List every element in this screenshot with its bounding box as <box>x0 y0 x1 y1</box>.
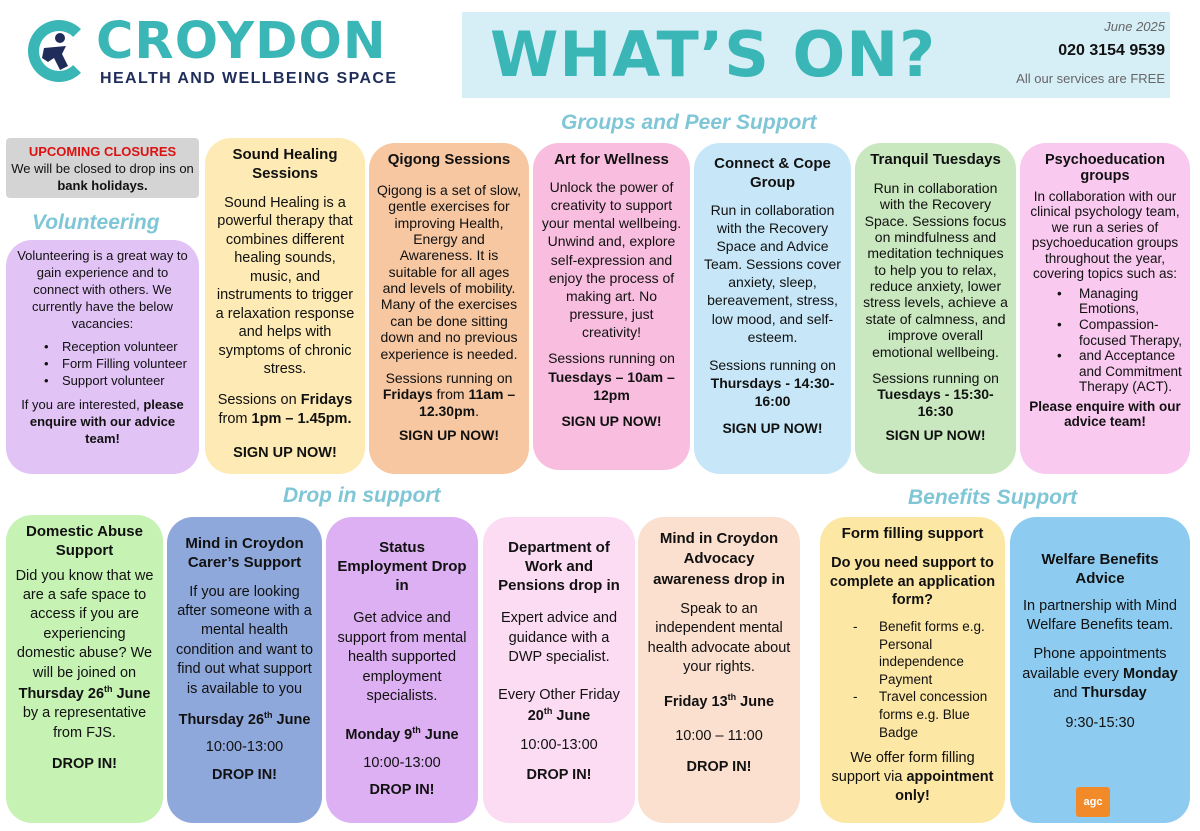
body-text: Phone appointments available every <box>1022 646 1167 682</box>
form-types-list <box>827 618 998 741</box>
event-date: Monday 9th June <box>345 725 459 744</box>
event-time: 10:00 – 11:00 <box>675 727 763 744</box>
event-time: 10:00-13:00 <box>520 737 598 754</box>
volunteering-intro: Volunteering is a great way to gain experience and to connect with others. We currently have the below vacancies: <box>17 248 188 331</box>
card-title: Tranquil Tuesdays <box>870 151 1001 168</box>
closures-title: UPCOMING CLOSURES <box>28 144 177 159</box>
topics-list <box>1027 286 1183 395</box>
when-text: Sessions running on <box>385 369 513 386</box>
card-title: Mind in Croydon Carer’s Support <box>185 535 304 571</box>
when-day: Fridays <box>300 391 353 408</box>
sign-up-button[interactable]: SIGN UP NOW! <box>561 413 662 429</box>
when-time: 1pm – 1.45pm. <box>251 410 352 427</box>
card-body: Sound Healing is a powerful therapy that combines different healing sounds, music, and instruments to trigger a relaxation response and helps with symptoms of chronic stress. <box>215 194 355 378</box>
drop-in-label: DROP IN! <box>526 766 592 783</box>
sign-up-button[interactable]: SIGN UP NOW! <box>398 427 500 443</box>
enquire-text: Please enquire with our advice team! <box>1029 398 1181 430</box>
logo-subtitle: HEALTH AND WELLBEING SPACE <box>100 70 398 87</box>
form-question: Do you need support to complete an application form? <box>829 554 996 609</box>
when-day: Tuesdays – 10am – 12pm <box>548 368 675 403</box>
card-title: Welfare Benefits Advice <box>1041 551 1159 587</box>
body-text: and <box>1053 685 1082 702</box>
card-title: Form filling support <box>841 525 984 542</box>
card-title: Department of Work and Pensions drop in <box>498 539 620 594</box>
logo-person-icon <box>40 32 70 72</box>
card-body: If you are looking after someone with a mental health condition and want to find out what support is available to you <box>175 583 314 697</box>
art-card <box>533 143 690 470</box>
logo-title: CROYDON <box>96 12 387 71</box>
page-title: WHAT’S ON? <box>490 18 937 91</box>
sign-up-button[interactable]: SIGN UP NOW! <box>885 427 986 443</box>
closures-line2: bank holidays. <box>57 177 148 193</box>
drop-in-label: DROP IN! <box>686 759 752 776</box>
connect-cope-card <box>694 143 851 474</box>
section-title-benefits: Benefits Support <box>908 486 1078 509</box>
domestic-abuse-card <box>6 515 163 823</box>
closures-line1: We will be closed to drop ins on <box>11 160 194 176</box>
list-item: • Form Filling volunteer <box>14 356 191 373</box>
section-title-drop-in: Drop in support <box>283 484 441 507</box>
card-when <box>376 370 522 419</box>
card-body <box>13 567 156 744</box>
list-item: • Compassion-focused Therapy, <box>1027 317 1183 348</box>
drop-in-label: DROP IN! <box>369 782 435 799</box>
form-outro <box>827 749 998 806</box>
volunteering-outro-text: If you are interested, <box>21 397 144 413</box>
card-body: Run in collaboration with the Recovery Space and Advice Team. Sessions cover anxiety, sleep, bereavement, stress, low mood, and self-esteem. <box>704 201 841 345</box>
card-body: In collaboration with our clinical psychology team, we run a series of psychoeducation groups throughout the year, covering topics such as: <box>1030 188 1180 282</box>
qigong-card <box>369 143 529 474</box>
when-text: from <box>218 410 252 427</box>
card-body: In partnership with Mind Welfare Benefits team. <box>1023 597 1177 633</box>
volunteering-enquire: please enquire with our advice team! <box>29 397 184 446</box>
card-when <box>862 370 1009 419</box>
event-frequency: Every Other Friday <box>498 686 620 703</box>
sign-up-button[interactable]: SIGN UP NOW! <box>722 419 823 436</box>
card-title: Qigong Sessions <box>387 151 511 168</box>
card-body: Run in collaboration with the Recovery Space. Sessions focus on mindfulness and meditation techniques to help you to relax, reduce anxiety, lower stress levels, achieve a state of calmness, and improve overall emotional wellbeing. <box>863 179 1008 360</box>
list-item: - Travel concession forms e.g. Blue Badge <box>827 688 998 741</box>
card-title: Status Employment Drop in <box>337 539 467 594</box>
list-item: • Managing Emotions, <box>1027 286 1183 317</box>
when-text: . <box>475 402 479 419</box>
tranquil-card <box>855 143 1016 474</box>
card-when <box>212 391 358 428</box>
volunteering-outro <box>14 397 191 448</box>
card-title: Domestic Abuse Support <box>26 523 143 559</box>
carers-support-card <box>167 517 322 823</box>
when-time: 11am – 12.30pm <box>419 386 516 419</box>
when-day: Tuesdays - 15:30-16:30 <box>877 386 994 419</box>
when-text: from <box>432 386 469 403</box>
card-when <box>540 349 683 404</box>
drop-in-label: DROP IN! <box>52 756 117 773</box>
list-item: • Reception volunteer <box>14 339 191 356</box>
dwp-card <box>483 517 635 823</box>
when-day: Thursdays - 14:30-16:00 <box>710 375 835 410</box>
section-title-volunteering: Volunteering <box>32 211 160 234</box>
outro-text: We offer form filling support via <box>831 750 975 785</box>
list-item: • Support volunteer <box>14 373 191 390</box>
card-body: Expert advice and guidance with a DWP specialist. <box>500 610 618 666</box>
card-title: Sound Healing Sessions <box>232 146 338 182</box>
day: Thursday <box>1081 685 1147 702</box>
when-text: Sessions running on <box>709 357 836 373</box>
sound-healing-card <box>205 138 365 474</box>
event-date: Thursday 26th June <box>18 684 151 702</box>
appointments-text <box>1017 645 1183 703</box>
event-time: 10:00-13:00 <box>205 739 284 756</box>
card-title: Connect & Cope Group <box>714 155 831 191</box>
list-item: - Benefit forms e.g. Personal independence Payment <box>827 618 998 688</box>
card-title: Psychoeducation groups <box>1044 152 1166 184</box>
card-body: Get advice and support from mental health supported employment specialists. <box>337 610 467 704</box>
volunteering-list <box>14 339 191 390</box>
body-text: Did you know that we are a safe space to access if you are experiencing domestic abuse? We will be joined on <box>15 567 154 681</box>
when-day: Fridays <box>382 386 433 403</box>
drop-in-label: DROP IN! <box>212 766 277 783</box>
section-title-groups: Groups and Peer Support <box>561 111 817 134</box>
event-time: 9:30-15:30 <box>1065 714 1135 731</box>
appointment-only: appointment only! <box>895 768 994 804</box>
welfare-benefits-card <box>1010 517 1190 823</box>
event-date: Thursday 26th June <box>178 710 311 728</box>
event-date: 20th June <box>527 705 591 724</box>
when-text: Sessions running on <box>872 369 999 386</box>
card-body: Qigong is a set of slow, gentle exercises for improving Health, Energy and Awareness. It is suitable for all ages and levels of mobility. Many of the exercises can be done sitting down and no previous experience is needed. <box>377 181 521 362</box>
advocacy-card <box>638 517 800 823</box>
card-title: Art for Wellness <box>554 151 669 168</box>
card-body: Unlock the power of creativity to support your mental wellbeing. Unwind and, explore self-expression and enjoy the process of making art. No pressure, just creativity! <box>541 178 682 341</box>
psychoeducation-card <box>1020 143 1190 474</box>
card-body: Speak to an independent mental health advocate about your rights. <box>647 600 791 676</box>
volunteering-card <box>6 240 199 474</box>
header-phone: 020 3154 9539 <box>1058 42 1165 59</box>
card-when <box>701 356 844 411</box>
closures-notice <box>6 138 199 198</box>
event-time: 10:00-13:00 <box>363 754 441 771</box>
header-date: June 2025 <box>1104 19 1165 34</box>
card-title: Mind in Croydon Advocacy awareness drop in <box>653 530 785 588</box>
when-text: Sessions running on <box>548 350 675 367</box>
body-text: by a representative from FJS. <box>22 705 147 741</box>
agc-logo: agc <box>1076 787 1110 817</box>
sign-up-button[interactable]: SIGN UP NOW! <box>233 445 337 462</box>
list-item: • and Acceptance and Commitment Therapy (ACT). <box>1027 348 1183 395</box>
status-employment-card <box>326 517 478 823</box>
event-date: Friday 13th June <box>663 692 775 711</box>
when-text: Sessions on <box>217 391 301 408</box>
form-filling-card <box>820 517 1005 823</box>
header-free-note: All our services are FREE <box>1016 71 1165 86</box>
day: Monday <box>1122 665 1178 682</box>
